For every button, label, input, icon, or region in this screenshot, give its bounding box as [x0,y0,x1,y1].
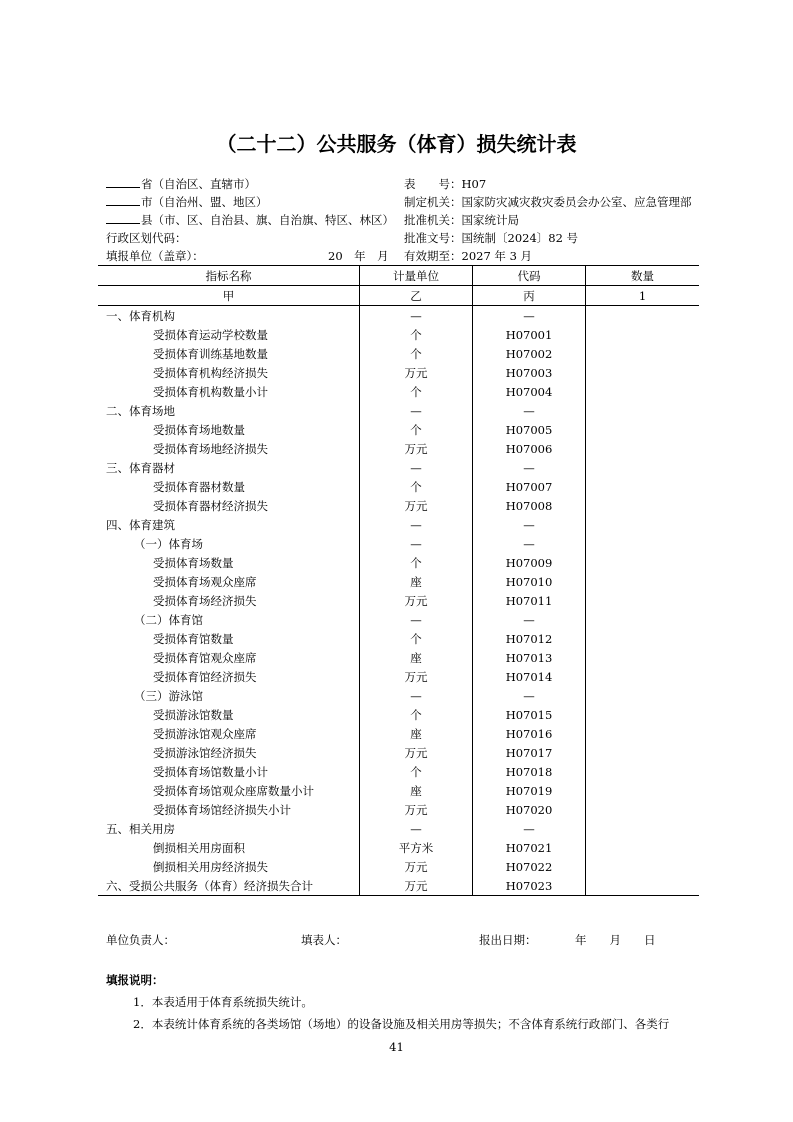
table-row [98,686,699,705]
row-quantity-cell[interactable] [586,800,700,819]
table-row [98,496,699,515]
row-code: H07003 [473,363,586,382]
row-indicator-name: 一、体育机构 [98,306,360,326]
column-header-code: 代码 [473,266,586,286]
row-unit: 平方米 [360,838,473,857]
row-code: H07008 [473,496,586,515]
table-row [98,420,699,439]
row-code: H07004 [473,382,586,401]
row-unit: 个 [360,477,473,496]
table-row [98,344,699,363]
row-unit: 万元 [360,363,473,382]
row-quantity-cell[interactable] [586,876,700,896]
meta-form-number: 表 号：H07 [404,177,487,191]
row-code: H07006 [473,439,586,458]
footer-date-units: 年 月 日 [575,933,656,947]
row-quantity-cell[interactable] [586,363,700,382]
table-row [98,572,699,591]
row-indicator-name: 受损游泳馆经济损失 [153,745,257,760]
meta-valid-until: 有效期至：2027 年 3 月 [404,249,533,263]
row-code: — [473,534,586,553]
meta-approval-authority: 批准机关：国家统计局 [404,213,519,227]
row-quantity-cell[interactable] [586,686,700,705]
row-quantity-cell[interactable] [586,629,700,648]
row-quantity-cell[interactable] [586,515,700,534]
table-row [98,876,699,896]
row-indicator-name: 五、相关用房 [106,821,175,836]
row-quantity-cell[interactable] [586,743,700,762]
table-row [98,705,699,724]
row-code: H07007 [473,477,586,496]
table-row [98,515,699,534]
row-code: — [473,610,586,629]
row-unit: 万元 [360,743,473,762]
row-code: H07019 [473,781,586,800]
meta-city [106,194,268,210]
row-code: H07022 [473,857,586,876]
row-indicator-name: （二）体育馆 [134,612,203,627]
row-code: H07015 [473,705,586,724]
meta-county-label: 县（市、区、自治县、旗、自治旗、特区、林区） [141,213,394,227]
row-quantity-cell[interactable] [586,591,700,610]
row-unit: — [360,515,473,534]
row-code: H07012 [473,629,586,648]
row-indicator-name: 受损体育运动学校数量 [153,327,268,342]
column-header-name: 指标名称 [98,266,360,286]
row-code: H07014 [473,667,586,686]
row-quantity-cell[interactable] [586,344,700,363]
meta-city-label: 市（自治州、盟、地区） [141,195,268,209]
row-unit: 个 [360,629,473,648]
row-unit: 万元 [360,496,473,515]
blank-line [106,213,140,224]
row-code: — [473,458,586,477]
meta-issuing-authority: 制定机关：国家防灾减灾救灾委员会办公室、应急管理部 [404,195,692,209]
row-indicator-name: 受损体育馆经济损失 [153,669,257,684]
meta-county [106,212,394,228]
table-header-row [98,266,699,286]
row-unit: 座 [360,572,473,591]
row-code: — [473,515,586,534]
row-code: H07017 [473,743,586,762]
row-indicator-name: 倒损相关用房经济损失 [153,859,268,874]
column-code-code: 丙 [473,286,586,306]
note-item-1: 1．本表适用于体育系统损失统计。 [133,995,313,1009]
table-row [98,610,699,629]
row-indicator-name: 受损体育场馆数量小计 [153,764,268,779]
row-unit: — [360,306,473,326]
row-unit: 万元 [360,439,473,458]
row-code: H07016 [473,724,586,743]
row-quantity-cell[interactable] [586,781,700,800]
row-quantity-cell[interactable] [586,819,700,838]
blank-line [106,177,140,188]
row-quantity-cell[interactable] [586,458,700,477]
meta-division-code: 行政区划代码： [106,231,187,245]
row-quantity-cell[interactable] [586,534,700,553]
row-quantity-cell[interactable] [586,439,700,458]
row-code: H07005 [473,420,586,439]
column-header-unit: 计量单位 [360,266,473,286]
row-unit: 个 [360,325,473,344]
row-indicator-name: 四、体育建筑 [106,517,175,532]
row-unit: 座 [360,781,473,800]
table-row [98,363,699,382]
row-indicator-name: 受损体育训练基地数量 [153,346,268,361]
row-indicator-name: 受损体育器材经济损失 [153,498,268,513]
row-code: H07011 [473,591,586,610]
row-quantity-cell[interactable] [586,325,700,344]
row-unit: 个 [360,705,473,724]
row-indicator-name: 三、体育器材 [106,460,175,475]
column-code-quantity: 1 [586,286,700,306]
meta-province-label: 省（自治区、直辖市） [141,177,256,191]
row-code: — [473,401,586,420]
column-header-quantity: 数量 [586,266,700,286]
row-indicator-name: 受损体育场馆经济损失小计 [153,802,291,817]
table-row [98,477,699,496]
row-unit: 座 [360,724,473,743]
page-number: 41 [389,1040,404,1054]
row-quantity-cell[interactable] [586,382,700,401]
row-code: H07013 [473,648,586,667]
row-code: H07009 [473,553,586,572]
table-row [98,553,699,572]
column-code-unit: 乙 [360,286,473,306]
row-unit: — [360,401,473,420]
row-indicator-name: 二、体育场地 [106,403,175,418]
row-indicator-name: 受损游泳馆数量 [153,707,234,722]
row-unit: 个 [360,382,473,401]
row-unit: 个 [360,420,473,439]
row-indicator-name: 受损体育器材数量 [153,479,245,494]
meta-reporting-unit: 填报单位（盖章）： [106,249,204,263]
table-row [98,325,699,344]
row-unit: — [360,686,473,705]
row-quantity-cell[interactable] [586,420,700,439]
row-quantity-cell[interactable] [586,401,700,420]
row-quantity-cell[interactable] [586,724,700,743]
row-code: H07023 [473,876,586,896]
row-quantity-cell[interactable] [586,610,700,629]
row-indicator-name: 受损体育场数量 [153,555,234,570]
row-quantity-cell[interactable] [586,838,700,857]
row-unit: 万元 [360,800,473,819]
table-row [98,800,699,819]
row-indicator-name: 六、受损公共服务（体育）经济损失合计 [98,876,360,896]
table-row [98,857,699,876]
row-code: H07021 [473,838,586,857]
table-row [98,667,699,686]
row-unit: 座 [360,648,473,667]
row-unit: 个 [360,553,473,572]
table-row [98,401,699,420]
page-title: （二十二）公共服务（体育）损失统计表 [216,132,577,156]
row-indicator-name: 受损游泳馆观众座席 [153,726,257,741]
row-indicator-name: 受损体育机构数量小计 [153,384,268,399]
row-indicator-name: 受损体育馆数量 [153,631,234,646]
row-quantity-cell[interactable] [586,648,700,667]
row-code: H07002 [473,344,586,363]
row-indicator-name: 受损体育场馆观众座席数量小计 [153,783,314,798]
row-unit: 万元 [360,857,473,876]
row-code: H07020 [473,800,586,819]
footer-filler: 填表人： [301,933,347,947]
table-row [98,439,699,458]
table-row [98,819,699,838]
row-quantity-cell[interactable] [586,667,700,686]
table-row [98,534,699,553]
row-unit: — [360,458,473,477]
row-code: H07001 [473,325,586,344]
table-row [98,458,699,477]
blank-line [106,195,140,206]
row-code: H07010 [473,572,586,591]
meta-date: 20 年 月 [328,249,389,263]
note-item-2: 2．本表统计体育系统的各类场馆（场地）的设备设施及相关用房等损失；不含体育系统行政部门、各类行 [133,1017,670,1031]
notes-title: 填报说明： [106,973,164,987]
loss-statistics-table [98,265,699,896]
row-unit: 万元 [360,591,473,610]
row-quantity-cell[interactable] [586,306,700,326]
row-quantity-cell[interactable] [586,496,700,515]
row-indicator-name: 受损体育馆观众座席 [153,650,257,665]
table-row [98,382,699,401]
table-code-row [98,286,699,306]
row-code: H07018 [473,762,586,781]
row-indicator-name: 受损体育场地数量 [153,422,245,437]
row-indicator-name: 受损体育场经济损失 [153,593,257,608]
row-quantity-cell[interactable] [586,857,700,876]
row-indicator-name: 受损体育场观众座席 [153,574,257,589]
row-indicator-name: 受损体育机构经济损失 [153,365,268,380]
column-code-name: 甲 [98,286,360,306]
table-row [98,724,699,743]
table-row [98,306,699,326]
row-unit: 个 [360,762,473,781]
table-row [98,629,699,648]
row-indicator-name: （一）体育场 [134,536,203,551]
table-row [98,838,699,857]
row-quantity-cell[interactable] [586,477,700,496]
row-quantity-cell[interactable] [586,553,700,572]
row-unit: 个 [360,344,473,363]
meta-province [106,176,256,192]
row-indicator-name: 受损体育场地经济损失 [153,441,268,456]
row-code: — [473,686,586,705]
footer-responsible: 单位负责人： [106,933,175,947]
row-unit: — [360,534,473,553]
table-row [98,781,699,800]
footer-report-date: 报出日期： [479,933,537,947]
table-row [98,743,699,762]
table-row [98,591,699,610]
row-code: — [473,819,586,838]
row-quantity-cell[interactable] [586,572,700,591]
row-unit: 万元 [360,667,473,686]
row-unit: 万元 [360,876,473,896]
row-unit: — [360,819,473,838]
row-code: — [473,306,586,326]
table-row [98,648,699,667]
row-quantity-cell[interactable] [586,762,700,781]
row-indicator-name: （三）游泳馆 [134,688,203,703]
row-unit: — [360,610,473,629]
row-indicator-name: 倒损相关用房面积 [153,840,245,855]
meta-approval-number: 批准文号：国统制〔2024〕82 号 [404,231,579,245]
row-quantity-cell[interactable] [586,705,700,724]
table-row [98,762,699,781]
